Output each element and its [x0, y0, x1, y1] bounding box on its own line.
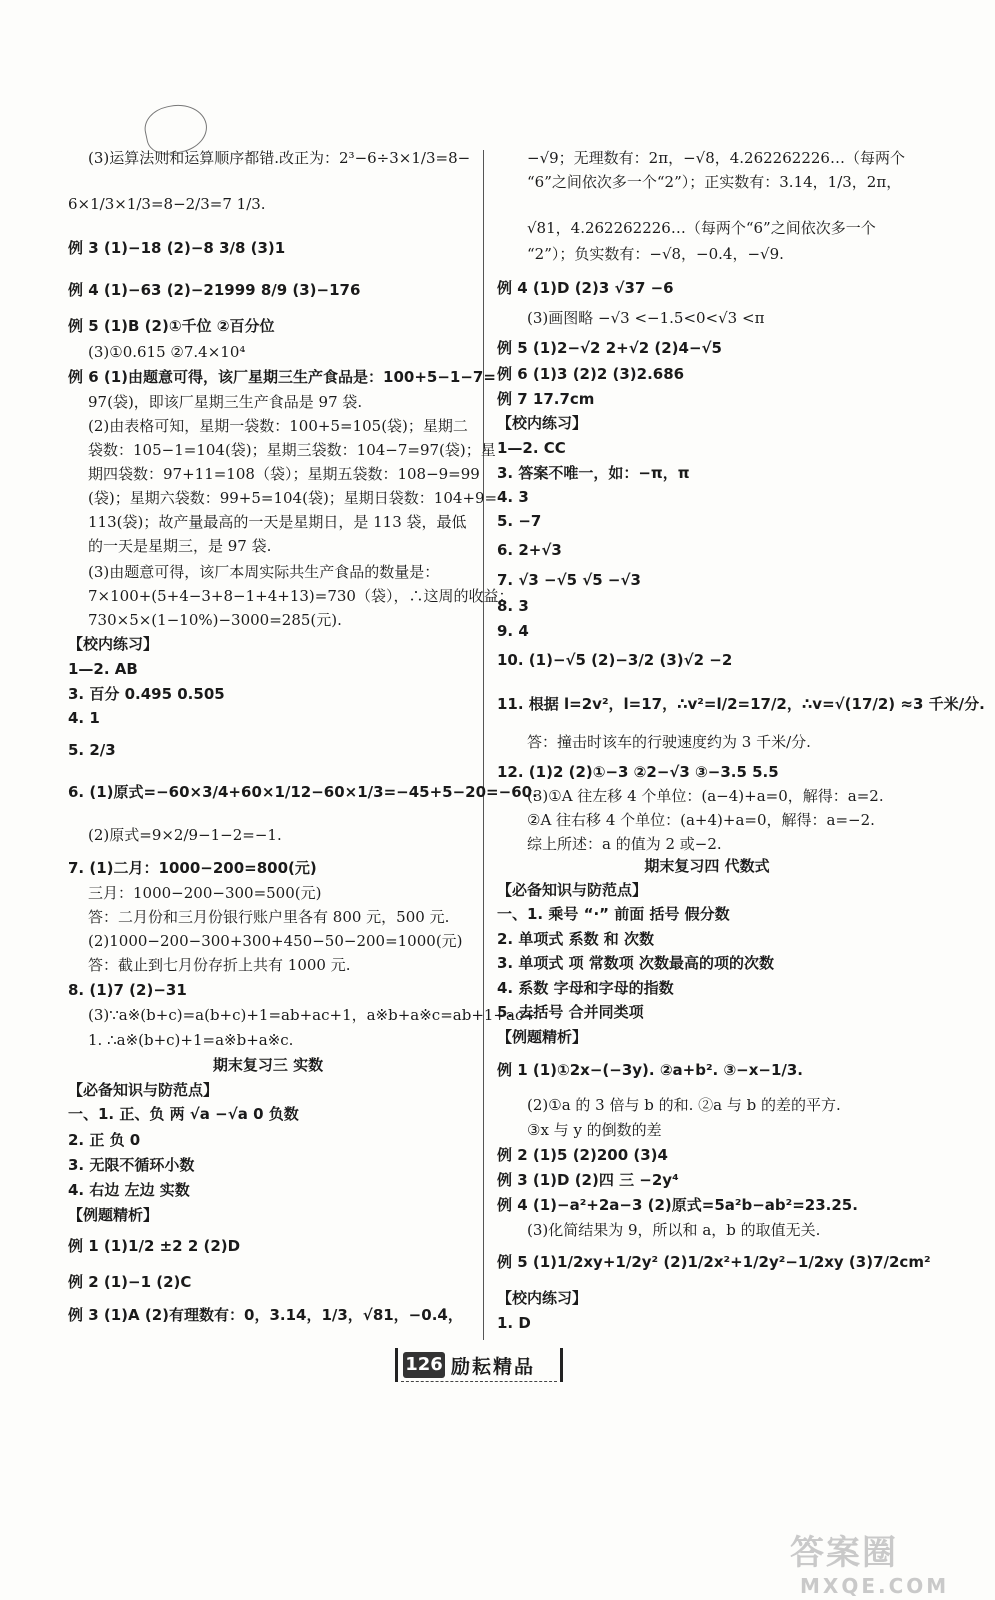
answer-line: 【校内练习】	[68, 635, 159, 653]
answer-line: ③x 与 y 的倒数的差	[527, 1121, 662, 1139]
answer-line: (2)①a 的 3 倍与 b 的和. ②a 与 b 的差的平方.	[527, 1096, 841, 1114]
answer-line: 例 3 (1)A (2)有理数有：0，3.14，1/3，√81，−0.4̇，	[68, 1306, 463, 1324]
answer-line: 11. 根据 l=2v²，l=17，∴v²=l/2=17/2，∴v=√(17/2) ≈3 千米/分.	[497, 695, 985, 713]
answer-line: 4. 3	[497, 488, 529, 506]
section-title-real-numbers: 期末复习三 实数	[212, 1056, 324, 1074]
answer-line: 答：撞击时该车的行驶速度约为 3 千米/分.	[527, 733, 811, 751]
answer-line: 【必备知识与防范点】	[497, 881, 648, 899]
answer-line: 6. 2+√3	[497, 541, 562, 559]
answer-line: (2)由表格可知，星期一袋数：100+5=105(袋)；星期二	[88, 417, 468, 435]
answer-line: 2. 正 负 0	[68, 1131, 141, 1149]
answer-line: 3. 百分 0.495 0.505	[68, 685, 225, 703]
answer-line: 例 1 (1)1/2 ±2 2 (2)D	[68, 1237, 241, 1255]
answer-line: 例 4 (1)−63 (2)−21999 8/9 (3)−176	[68, 281, 361, 299]
answer-line: 【例题精析】	[497, 1028, 588, 1046]
watermark-url: MXQE.COM	[800, 1574, 950, 1598]
footer-bar-right	[560, 1348, 563, 1382]
answer-line: 3. 无限不循环小数	[68, 1156, 195, 1174]
answer-line: 例 7 17.7cm	[497, 390, 595, 408]
answer-line: 7. (1)二月：1000−200=800(元)	[68, 859, 317, 877]
answer-line: 5. 2/3	[68, 741, 116, 759]
answer-line: 【例题精析】	[68, 1206, 159, 1224]
answer-line: “2”）；负实数有：−√8，−0.4̇，−√9.	[527, 245, 784, 263]
answer-line: 4. 系数 字母和字母的指数	[497, 979, 674, 997]
page-footer	[395, 1348, 565, 1386]
watermark	[790, 1525, 980, 1598]
answer-line: (袋)；星期六袋数：99+5=104(袋)；星期日袋数：104+9=	[88, 489, 498, 507]
answer-line: (3)∵a※(b+c)=a(b+c)+1=ab+ac+1，a※b+a※c=ab+1+ac+	[88, 1006, 536, 1024]
answer-line: 例 2 (1)5 (2)200 (3)4	[497, 1146, 668, 1164]
answer-line: 例 4 (1)−a²+2a−3 (2)原式=5a²b−ab²=23.25.	[497, 1196, 858, 1214]
answer-line: (3)由题意可得，该厂本周实际共生产食品的数量是：	[88, 563, 440, 581]
answer-line: 9. 4	[497, 622, 529, 640]
answer-line: 例 3 (1)D (2)四 三 −2y⁴	[497, 1171, 679, 1189]
answer-line: 4. 1	[68, 709, 100, 727]
answer-line: 113(袋)；故产量最高的一天是星期日，是 113 袋，最低	[88, 513, 467, 531]
answer-line: 1. D	[497, 1314, 531, 1332]
answer-line: 一、1. 乘号 “·” 前面 括号 假分数	[497, 905, 730, 923]
answer-line: 的一天是星期三，是 97 袋.	[88, 537, 272, 555]
answer-line: 8. 3	[497, 597, 529, 615]
answer-line: (3)画图略 −√3 <−1.5<0<√3 <π	[527, 309, 765, 327]
answer-line: 6. (1)原式=−60×3/4+60×1/12−60×1/3=−45+5−20=−60.	[68, 783, 538, 801]
answer-line: √81，4.262262226…（每两个“6”之间依次多一个	[527, 219, 876, 237]
answer-line: 例 3 (1)−18 (2)−8 3/8 (3)1	[68, 239, 286, 257]
answer-line: 【校内练习】	[497, 1289, 588, 1307]
answer-line: 例 4 (1)D (2)3 √37 −6	[497, 279, 674, 297]
answer-line: 1. ∴a※(b+c)+1=a※b+a※c.	[88, 1031, 294, 1049]
answer-line: 例 2 (1)−1 (2)C	[68, 1273, 192, 1291]
answer-line: −√9；无理数有：2π，−√8，4.262262226…（每两个	[527, 149, 905, 167]
answer-line: 【校内练习】	[497, 414, 588, 432]
answer-line: ②A 往右移 4 个单位：(a+4)+a=0，解得：a=−2.	[527, 811, 875, 829]
answer-line: 12. (1)2 (2)①−3 ②2−√3 ③−3.5 5.5	[497, 763, 779, 781]
answer-line: 袋数：105−1=104(袋)；星期三袋数：104−7=97(袋)；星	[88, 441, 496, 459]
answer-line: 三月：1000−200−300=500(元)	[88, 884, 322, 902]
answer-line: 7. √3 −√5 √5 −√3	[497, 571, 641, 589]
answer-line: 3. 单项式 项 常数项 次数最高的项的次数	[497, 954, 775, 972]
footer-brand: 励耘精品	[451, 1356, 536, 1378]
answer-line: 730×5×(1−10%)−3000=285(元).	[88, 611, 342, 629]
answer-line: (3)①0.615 ②7.4×10⁴	[88, 343, 246, 361]
answer-line: 例 6 (1)由题意可得，该厂星期三生产食品是：100+5−1−7=	[68, 368, 496, 386]
answer-line: (3)①A 往左移 4 个单位：(a−4)+a=0，解得：a=2.	[527, 787, 884, 805]
answer-line: 一、1. 正、负 两 √a −√a 0 负数	[68, 1105, 299, 1123]
answer-line: 答：截止到七月份存折上共有 1000 元.	[88, 956, 351, 974]
answer-line: 例 6 (1)3 (2)2 (3)2.686	[497, 365, 685, 383]
answer-line: 1—2. AB	[68, 660, 138, 678]
answer-line: (3)运算法则和运算顺序都错.改正为：2³−6÷3×1/3=8−	[88, 149, 471, 167]
answer-line: 2. 单项式 系数 和 次数	[497, 930, 655, 948]
footer-dashed-line	[401, 1381, 557, 1382]
answer-line: 例 5 (1)2−√2 2+√2 (2)4−√5	[497, 339, 722, 357]
section-title-algebraic-expressions: 期末复习四 代数式	[644, 857, 770, 875]
answer-line: 综上所述：a 的值为 2 或−2.	[527, 835, 722, 853]
answer-line: 1—2. CC	[497, 439, 566, 457]
answer-line: (3)化简结果为 9，所以和 a，b 的取值无关.	[527, 1221, 821, 1239]
watermark-title: 答案圈	[790, 1533, 898, 1573]
answer-line: 10. (1)−√5 (2)−3/2 (3)√2 −2	[497, 651, 733, 669]
answer-line: “6”之间依次多一个“2”）；正实数有：3.14，1/3，2π，	[527, 173, 902, 191]
answer-line: 5. −7	[497, 512, 542, 530]
answer-line: (2)原式=9×2/9−1−2=−1.	[88, 826, 282, 844]
answer-line: 例 5 (1)B (2)①千位 ②百分位	[68, 317, 275, 335]
page-number: 126	[403, 1352, 445, 1378]
section-heading-essentials: 【必备知识与防范点】	[68, 1081, 219, 1099]
answer-line: 8. (1)7 (2)−31	[68, 981, 187, 999]
answer-line: 期四袋数：97+11=108（袋）；星期五袋数：108−9=99	[88, 465, 480, 483]
answer-line: 5. 去括号 合并同类项	[497, 1003, 644, 1021]
answer-line: 例 5 (1)1/2xy+1/2y² (2)1/2x²+1/2y²−1/2xy (3)7/2cm²	[497, 1253, 931, 1271]
answer-line: 7×100+(5+4−3+8−1+4+13)=730（袋），∴这周的收益：	[88, 587, 514, 605]
column-divider	[483, 150, 484, 1340]
answer-line: 3. 答案不唯一，如：−π，π	[497, 464, 690, 482]
answer-line: 6×1/3×1/3=8−2/3=7 1/3.	[68, 195, 266, 213]
answer-line: 4. 右边 左边 实数	[68, 1181, 190, 1199]
footer-bar-left	[395, 1348, 398, 1382]
answer-line: 例 1 (1)①2x−(−3y). ②a+b². ③−x−1/3.	[497, 1061, 804, 1079]
answer-line: 答：二月份和三月份银行账户里各有 800 元，500 元.	[88, 908, 450, 926]
answer-line: (2)1000−200−300+300+450−50−200=1000(元)	[88, 932, 463, 950]
answer-line: 97(袋)，即该厂星期三生产食品是 97 袋.	[88, 393, 363, 411]
